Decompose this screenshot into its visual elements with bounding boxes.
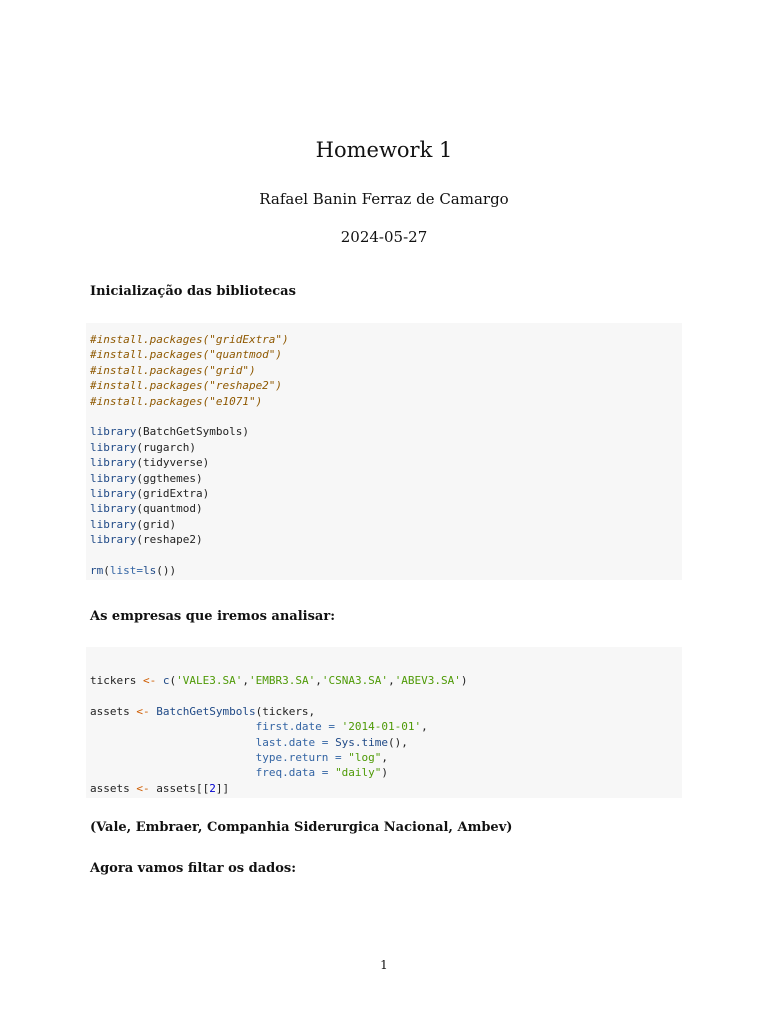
code-text: assets	[90, 781, 137, 795]
companies-list-text: (Vale, Embraer, Companhia Siderurgica Nacional, Ambev)	[90, 820, 513, 835]
document-author: Rafael Banin Ferraz de Camargo	[259, 190, 509, 208]
code-keyword: library	[90, 456, 137, 470]
code-line: #install.packages("gridExtra")	[90, 333, 289, 346]
code-line	[90, 765, 682, 780]
code-text: ]]	[215, 781, 230, 795]
code-text: ,	[388, 674, 395, 687]
code-line	[90, 501, 682, 516]
code-line: #install.packages("grid")	[90, 363, 256, 377]
code-operator: <-	[136, 704, 150, 718]
code-text: )	[381, 766, 389, 780]
code-keyword: Sys.time	[335, 735, 389, 749]
code-text: (ggthemes)	[136, 471, 203, 485]
code-keyword: library	[90, 425, 137, 439]
code-keyword: c	[162, 674, 170, 687]
code-line: #install.packages("reshape2")	[90, 379, 283, 393]
code-blank-line	[90, 409, 682, 424]
code-blank-line	[90, 547, 682, 562]
code-text: tickers	[90, 674, 143, 687]
code-text: (grid)	[136, 517, 177, 531]
code-line: #install.packages("e1071")	[90, 394, 263, 408]
page-number: 1	[380, 958, 388, 972]
code-text: assets	[90, 704, 137, 718]
code-text: ,	[421, 720, 428, 734]
code-text: (tidyverse)	[136, 456, 210, 470]
document-date: 2024-05-27	[340, 228, 428, 246]
code-argument: last.date =	[255, 735, 336, 749]
code-string: '2014-01-01'	[341, 720, 422, 734]
code-text: (	[103, 563, 110, 577]
code-line	[90, 563, 682, 578]
code-line	[90, 455, 682, 470]
code-operator: <-	[136, 781, 150, 795]
code-block-libraries	[86, 323, 682, 580]
code-string: 'CSNA3.SA'	[321, 674, 389, 687]
code-string: "log"	[348, 750, 382, 764]
code-line	[90, 424, 682, 439]
code-blank-line	[90, 688, 682, 703]
code-text: (	[169, 674, 177, 687]
code-text: (quantmod)	[136, 502, 203, 516]
code-text: (),	[388, 735, 408, 749]
code-text: (rugarch)	[136, 440, 196, 454]
code-block-companies	[86, 647, 682, 798]
code-text: (reshape2)	[136, 533, 203, 547]
code-keyword: BatchGetSymbols	[156, 704, 256, 718]
code-argument: freq.data =	[255, 766, 336, 780]
code-line	[90, 486, 682, 501]
code-line	[90, 471, 682, 486]
code-keyword: library	[90, 517, 137, 531]
code-text: assets[[	[156, 781, 210, 795]
code-line: #install.packages("quantmod")	[90, 348, 283, 362]
code-line	[90, 735, 682, 750]
code-line	[90, 750, 682, 765]
code-keyword: library	[90, 471, 137, 485]
section-heading-filter: Agora vamos filtar os dados:	[90, 861, 296, 876]
code-string: 'EMBR3.SA'	[248, 674, 316, 687]
code-argument: type.return =	[255, 750, 349, 764]
code-text: (BatchGetSymbols)	[136, 425, 249, 439]
code-keyword: library	[90, 440, 137, 454]
code-number: 2	[209, 781, 216, 795]
code-text: (gridExtra)	[136, 486, 210, 500]
code-keyword: library	[90, 533, 137, 547]
code-text: )	[460, 674, 468, 687]
code-line	[90, 440, 682, 455]
code-string: "daily"	[335, 766, 382, 780]
code-keyword: rm	[90, 563, 104, 577]
code-keyword: library	[90, 502, 137, 516]
section-heading-libraries: Inicialização das bibliotecas	[90, 284, 296, 299]
code-text: ,	[315, 674, 322, 687]
code-line	[90, 704, 682, 719]
code-indent	[90, 766, 256, 779]
code-line	[90, 673, 682, 688]
code-line	[90, 781, 682, 796]
code-keyword: library	[90, 486, 137, 500]
code-operator: <-	[142, 674, 157, 687]
document-title: Homework 1	[315, 138, 453, 162]
code-indent	[90, 736, 256, 749]
section-heading-companies: As empresas que iremos analisar:	[90, 609, 335, 624]
code-line	[90, 517, 682, 532]
code-text: (tickers,	[255, 704, 316, 718]
code-line	[90, 532, 682, 547]
code-argument: list=	[109, 563, 143, 577]
code-text: ,	[242, 674, 249, 687]
code-string: 'VALE3.SA'	[176, 674, 243, 687]
code-text: ,	[381, 750, 389, 764]
code-text: ())	[156, 563, 177, 577]
code-indent	[90, 720, 256, 733]
code-string: 'ABEV3.SA'	[394, 674, 461, 687]
code-indent	[90, 751, 256, 764]
code-argument: first.date =	[255, 720, 342, 734]
code-keyword: ls	[143, 563, 157, 577]
code-line	[90, 719, 682, 734]
